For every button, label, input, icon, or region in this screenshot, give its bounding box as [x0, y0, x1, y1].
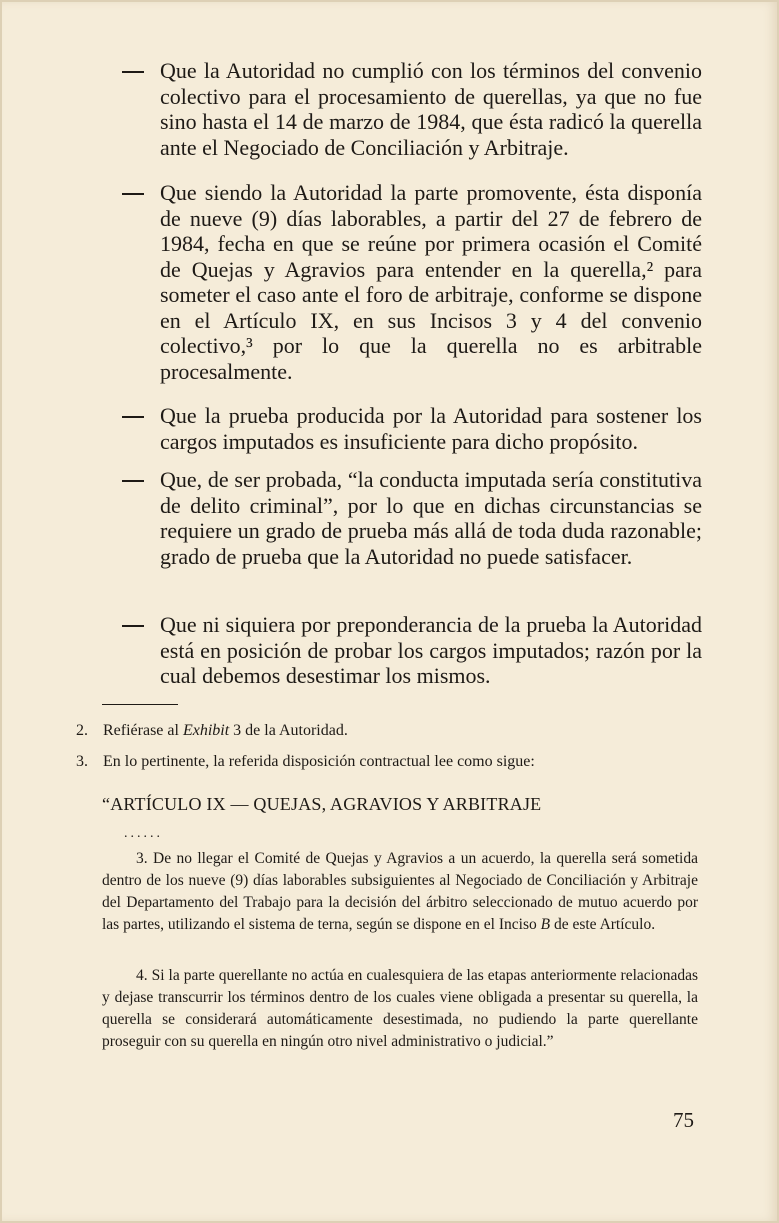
quoted-article-heading: “ARTÍCULO IX — QUEJAS, AGRAVIOS Y ARBITRAJE	[102, 794, 542, 814]
footnote-text-end: 3 de la Autoridad.	[229, 722, 348, 739]
dash-item-text: Que ni siquiera por preponderancia de la prueba la Autoridad está en posición de probar los cargos imputados; razón por la cual debemos desestimar los mismos.	[160, 612, 702, 688]
subsection-text: 4. Si la parte querellante no actúa en cualesquiera de las etapas anteriormente relacionadas y dejase transcurrir los términos dentro de los cuales viene obligada a presentar su querella, la querella se considerará automáticamente desestimada, no pudiendo la parte querellante proseguir con su querella en ningún otro nivel administrativo o judicial.”	[102, 967, 698, 1050]
footnote-text: En lo pertinente, la referida disposición contractual lee como sigue:	[103, 753, 535, 770]
quoted-subsection-4	[102, 965, 698, 1053]
dash-item-4	[160, 467, 702, 569]
dash-item-3	[160, 403, 702, 454]
footnote-divider	[102, 704, 178, 705]
dash-item-text: Que, de ser probada, “la conducta imputada sería constitutiva de delito criminal”, por lo que en dichas circunstancias se requiere un grado de prueba más allá de toda duda razonable; grado de prueba que la Autoridad no puede satisfacer.	[160, 467, 702, 569]
footnote-italic-word: Exhibit	[182, 722, 230, 739]
subsection-text: 3. De no llegar el Comité de Quejas y Agravios a un acuerdo, la querella será sometida dentro de los nueve (9) días laborables subsiguientes al Negociado de Conciliación y Arbitraje del Departamento del Trabajo para la decisión del árbitro seleccionado de mutuo acuerdo por las partes, utilizando el sistema de terna, según se dispone en el Inciso	[102, 850, 698, 933]
dash-item-1	[160, 58, 702, 160]
footnote-number: 2.	[76, 722, 88, 739]
dash-item-text: Que la prueba producida por la Autoridad para sostener los cargos imputados es insuficiente para dicho propósito.	[160, 403, 702, 454]
footnote-3	[76, 751, 696, 772]
page-number: 75	[673, 1108, 694, 1132]
omission-dots: ......	[124, 826, 163, 841]
subsection-text-end: de este Artículo.	[550, 916, 656, 933]
footnote-number: 3.	[76, 753, 88, 770]
footnote-text: Refiérase al	[103, 722, 183, 739]
dash-item-text: Que la Autoridad no cumplió con los términos del convenio colectivo para el procesamiento de querellas, ya que no fue sino hasta el 14 de marzo de 1984, que ésta radicó la querella ante el Negociado de Conciliación y Arbitraje.	[160, 58, 702, 160]
footnote-2	[76, 720, 696, 741]
dash-item-text: Que siendo la Autoridad la parte promovente, ésta disponía de nueve (9) días laborables, a partir del 27 de febrero de 1984, fecha en que se reúne por primera ocasión el Comité de Quejas y Agravios para entender en la querella,² para someter el caso ante el foro de arbitraje, conforme se dispone en el Artículo IX, en sus Incisos 3 y 4 del convenio colectivo,³ por lo que la querella no es arbitrable procesalmente.	[160, 180, 702, 384]
quoted-subsection-3	[102, 848, 698, 936]
subsection-italic-letter: B	[540, 916, 551, 933]
dash-item-5	[160, 612, 702, 689]
dash-item-2	[160, 180, 702, 384]
